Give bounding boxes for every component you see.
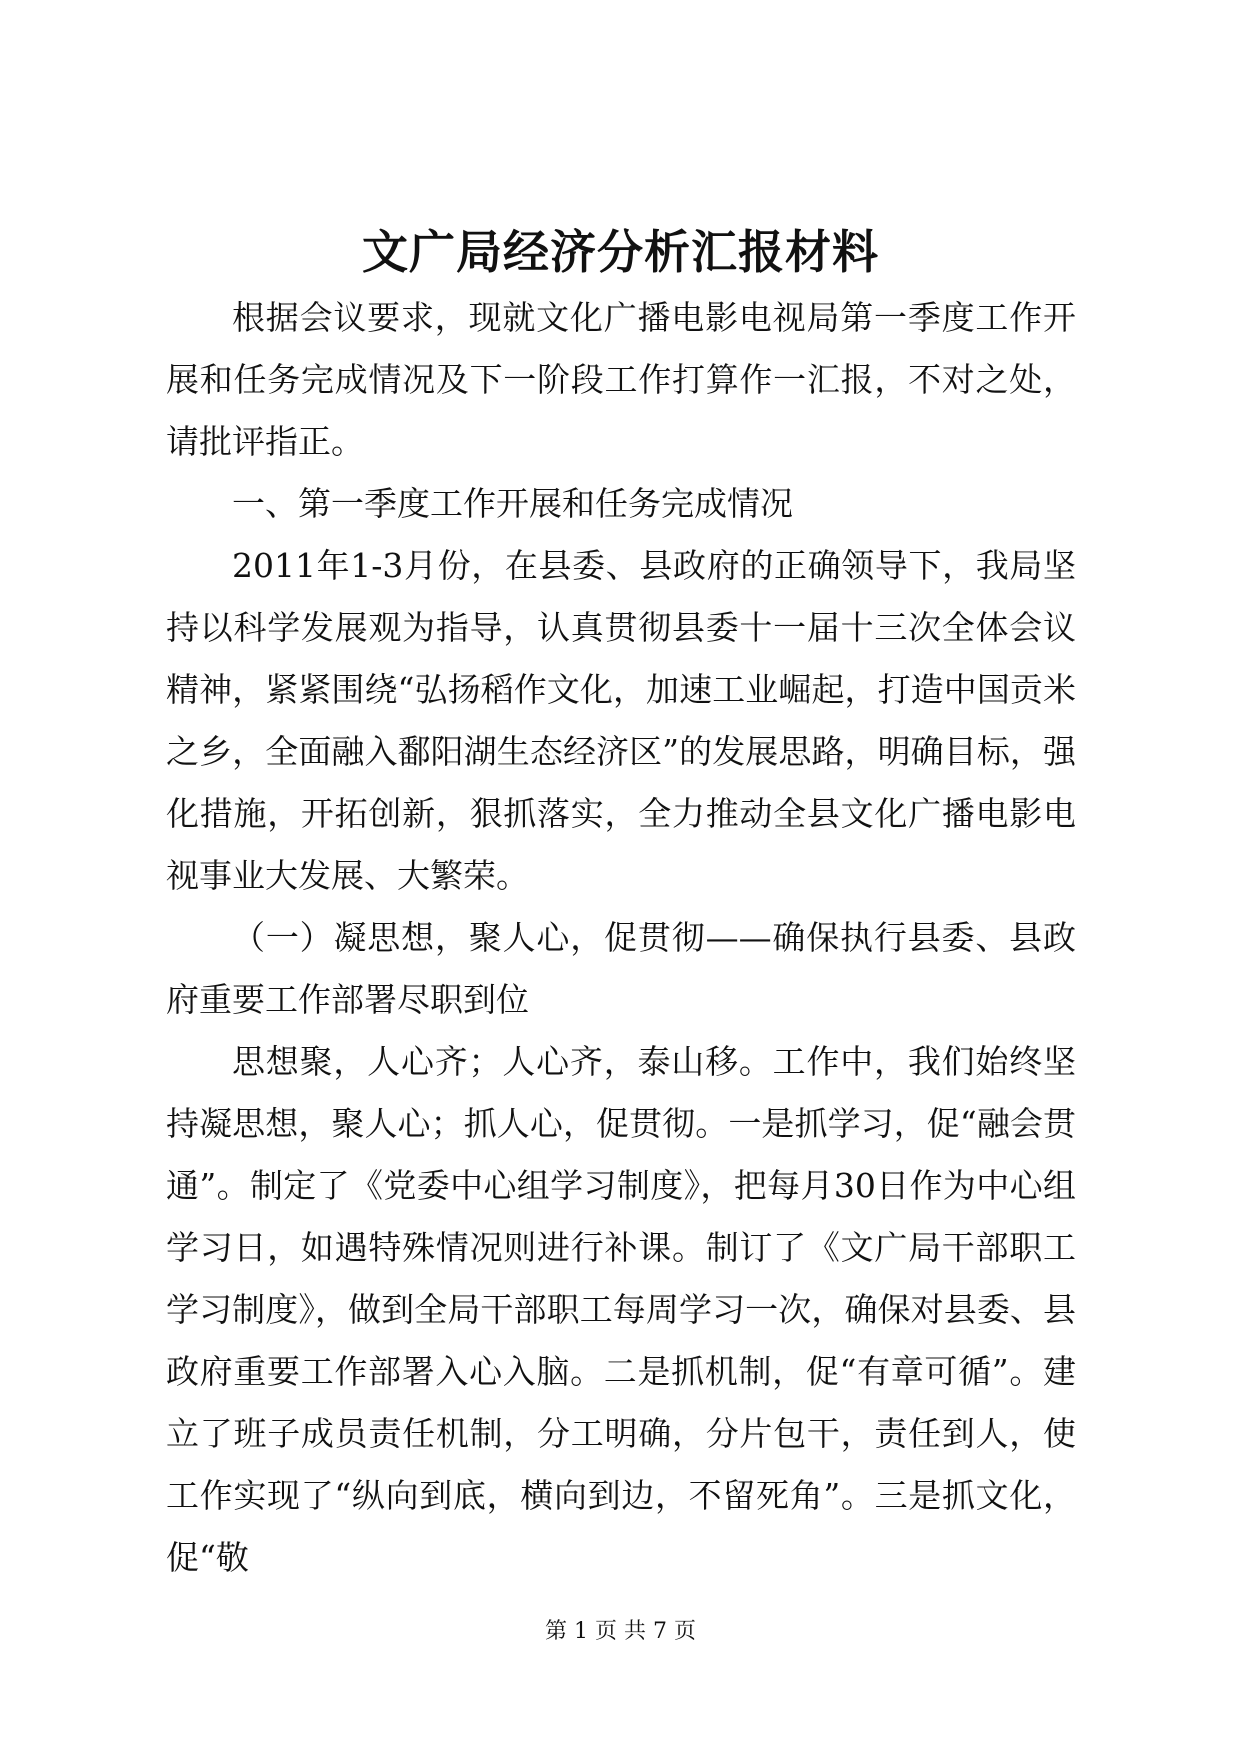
section-heading: 一、第一季度工作开展和任务完成情况 — [232, 484, 793, 523]
page-number-footer: 第 1 页 共 7 页 — [545, 1619, 696, 1644]
intro-paragraph: 根据会议要求，现就文化广播电影电视局第一季度工作开展和任务完成情况及下一阶段工作打算作一汇报，不对之处，请批评指正。 — [166, 298, 1076, 461]
document-title: 文广局经济分析汇报材料 — [362, 225, 879, 279]
document-body — [166, 287, 1076, 1589]
subsection-heading: （一）凝思想，聚人心，促贯彻——确保执行县委、县政府重要工作部署尽职到位 — [166, 918, 1076, 1019]
summary-paragraph: 2011年1-3月份，在县委、县政府的正确领导下，我局坚持以科学发展观为指导，认真贯彻县委十一届十三次全体会议精神，紧紧围绕“弘扬稻作文化，加速工业崛起，打造中国贡米之乡，全面融入鄱阳湖生态经济区”的发展思路，明确目标，强化措施，开拓创新，狠抓落实，全力推动全县文化广播电影电视事业大发展、大繁荣。 — [166, 546, 1076, 895]
detail-paragraph: 思想聚，人心齐；人心齐，泰山移。工作中，我们始终坚持凝思想，聚人心；抓人心，促贯彻。一是抓学习，促“融会贯通”。制定了《党委中心组学习制度》，把每月30日作为中心组学习日，如遇特殊情况则进行补课。制订了《文广局干部职工学习制度》，做到全局干部职工每周学习一次，确保对县委、县政府重要工作部署入心入脑。二是抓机制，促“有章可循”。建立了班子成员责任机制，分工明确，分片包干，责任到人，使工作实现了“纵向到底，横向到边，不留死角”。三是抓文化，促“敬 — [166, 1042, 1076, 1577]
